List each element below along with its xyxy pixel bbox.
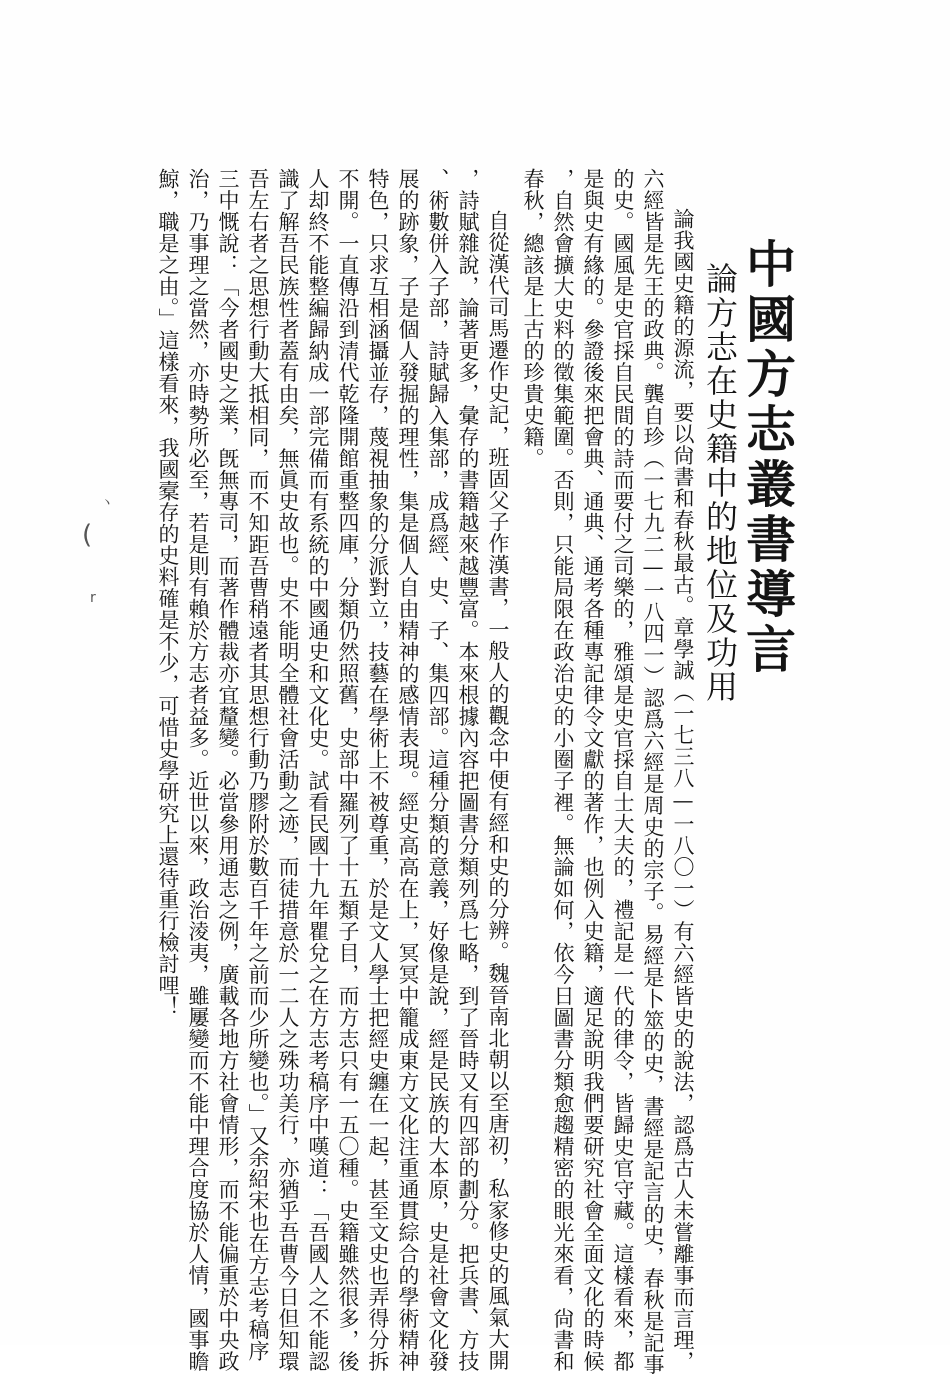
body-line: 、術數併入子部，詩賦歸入集部，成爲經、史、子、集四部。這種分類的意義，好像是說，經是民族的大本原，史是社會文化發 xyxy=(426,168,450,1372)
body-line: 自從漢代司馬遷作史記，班固父子作漢書，一般人的觀念中便有經和史的分辨。魏晉南北朝以至唐初，私家修史的風氣大開 xyxy=(486,210,510,1371)
body-line: 論我國史籍的源流，要以尙書和春秋最古。章學誠（一七三八—一八〇一）有六經皆史的說法，認爲古人未嘗離事而言理， xyxy=(671,208,695,1372)
body-line: 人却終不能整編歸納成一部完備而有系統的中國通史和文化史。試看民國十九年瞿兌之在方志考稿序中嘆道：「吾國人之不能認 xyxy=(306,168,330,1372)
body-line: 特色，只求互相涵攝並存，蔑視抽象的分派對立，技藝在學術上不被尊重，於是文人學士把經史纏在一起，甚至文史也弄得分拆 xyxy=(366,168,390,1372)
body-line: 鯨，職是之由。」這樣看來，我國槖存的史料確是不少，可惜史學研究上還待重行檢討哩！ xyxy=(156,168,180,1018)
scan-mark: ( xyxy=(82,520,93,550)
body-line: 識了解吾民族性者蓋有由矣，無眞史故也。史不能明全體社會活動之迹，而徒措意於一二人之殊功美行，亦猶乎吾曹今日但知環 xyxy=(276,168,300,1372)
body-line: 吾左右者之思想行動大抵相同，而不知距吾曹稍遠者其思想行動乃膠附於數百千年之前而少所變也。」又余紹宋也在方志考稿序 xyxy=(246,168,270,1362)
body-line: ，自然會擴大史料的徵集範圍。否則，只能局限在政治史的小圈子裡。無論如何，依今日圖書分類愈趨精密的眼光來看，尙書和 xyxy=(551,168,575,1372)
body-line: 三中慨說：「今者國史之業，旣無專司，而著作體裁亦宜釐變。必當參用通志之例，廣載各地方社會情形，而不能偏重於中央政 xyxy=(216,168,240,1372)
scan-mark: r xyxy=(90,590,96,606)
body-line: 治，乃事理之當然，亦時勢所必至，若是則有賴於方志者益多。近世以來，政治淩夷，雖屢變而不能中理合度協於人情，國事瞻 xyxy=(186,168,210,1372)
body-line: 是與史有緣的。參證後來把會典、通典、通考各種專記律令文獻的著作，也例入史籍，適足說明我們要研究社會全面文化的時候 xyxy=(581,168,605,1372)
body-line: 春秋，總該是上古的珍貴史籍。 xyxy=(521,168,545,469)
document-title: 中國方志叢書導言 xyxy=(738,238,797,678)
body-line: 不開。一直傳沿到清代乾隆開館重整四庫，分類仍然照舊，史部中羅列了十五類子目，而方志只有一五〇種。史籍雖然很多，後 xyxy=(336,168,360,1372)
body-line: 六經皆是先王的政典。龔自珍（一七九二—一八四一）認爲六經是周史的宗子。易經是卜筮的史，書經是記言的史，春秋是記事 xyxy=(641,168,665,1375)
document-subtitle: 論方志在史籍中的地位及功用 xyxy=(701,262,739,704)
body-line: ，詩賦雜說，論著更多，彙存的書籍越來越豐富。本來根據內容把圖書分類列爲七略，到了晉時又有四部的劃分。把兵書、方技 xyxy=(456,168,480,1372)
body-line: 的史。國風是史官採自民間的詩而要付之司樂的，雅頌是史官採自士大夫的，禮記是一代的律令，皆歸史官守藏。這樣看來，都 xyxy=(611,168,635,1372)
scan-mark: ヽ xyxy=(100,495,114,511)
body-line: 展的跡象，子是個人發掘的理性，集是個人自由精神的感情表現。經史高高在上，冥冥中籠成東方文化注重通貫綜合的學術精神 xyxy=(396,168,420,1372)
